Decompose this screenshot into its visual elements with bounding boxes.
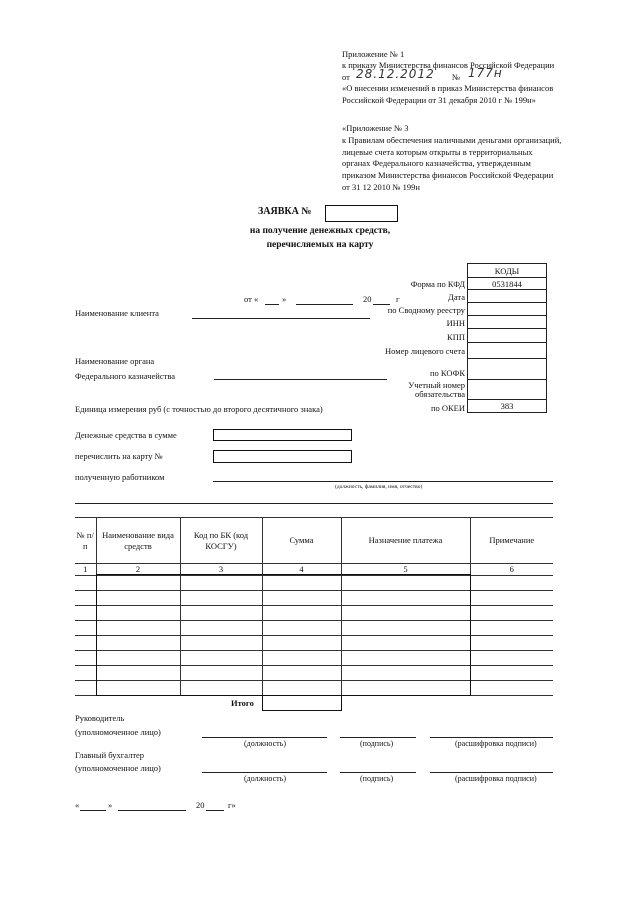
cell-purpose[interactable] <box>341 651 470 666</box>
year-prefix: 20 <box>363 294 372 304</box>
cell-fund-type[interactable] <box>96 666 180 681</box>
accountant-sublabel: (уполномоченное лицо) <box>75 763 161 773</box>
cell-bk-code[interactable] <box>180 591 262 606</box>
divider <box>75 503 553 504</box>
header-number: № п/п <box>75 518 96 564</box>
header-fund-type: Наименование вида средств <box>96 518 180 564</box>
cell-fund-type[interactable] <box>96 591 180 606</box>
organ-label: Наименование органа <box>75 356 155 366</box>
total-field[interactable] <box>262 695 342 711</box>
head-signature-field[interactable] <box>340 737 416 738</box>
appendix-1-line: № <box>452 72 461 82</box>
codes-table <box>467 263 547 413</box>
appendix-1-line: к приказу Министерства финансов Российской Федерации <box>342 60 555 70</box>
cell-bk-code[interactable] <box>180 681 262 696</box>
column-number: 6 <box>470 564 553 576</box>
cell-sum[interactable] <box>262 636 341 651</box>
appendix-3-line: к Правилам обеспечения наличными деньгами организаций, <box>342 135 562 145</box>
quote-mark: « <box>75 800 80 810</box>
head-position-field[interactable] <box>202 737 327 738</box>
code-label: по Сводному реестру <box>387 305 465 315</box>
acc-signature-field[interactable] <box>340 772 416 773</box>
footer-day-field[interactable] <box>80 810 106 811</box>
acc-position-field[interactable] <box>202 772 327 773</box>
cell-number[interactable] <box>75 651 96 666</box>
year-prefix: 20 <box>196 800 205 810</box>
year-suffix: г» <box>228 800 236 810</box>
form-title: ЗАЯВКА № <box>258 206 312 217</box>
cell-bk-code[interactable] <box>180 651 262 666</box>
code-kpp[interactable] <box>468 329 547 343</box>
column-number: 1 <box>75 564 96 576</box>
caption: (подпись) <box>360 774 394 783</box>
cell-number[interactable] <box>75 576 96 591</box>
code-label: по ОКЕИ <box>430 403 465 413</box>
caption: (подпись) <box>360 739 394 748</box>
appendix-3-line: лицевые счета которым открыты в территориальных <box>342 147 533 157</box>
cell-sum[interactable] <box>262 591 341 606</box>
organ-field[interactable] <box>214 379 387 380</box>
cell-bk-code[interactable] <box>180 666 262 681</box>
code-registry[interactable] <box>468 303 547 316</box>
form-subtitle: перечисляемых на карту <box>266 240 374 250</box>
cell-note[interactable] <box>470 591 553 606</box>
cell-purpose[interactable] <box>341 621 470 636</box>
payments-table <box>75 517 553 696</box>
header-purpose: Назначение платежа <box>341 518 470 564</box>
cell-fund-type[interactable] <box>96 681 180 696</box>
cell-note[interactable] <box>470 636 553 651</box>
caption: (расшифровка подписи) <box>455 739 537 748</box>
cell-number[interactable] <box>75 666 96 681</box>
footer-month-field[interactable] <box>118 810 186 811</box>
cell-bk-code[interactable] <box>180 576 262 591</box>
cell-sum[interactable] <box>262 666 341 681</box>
quote-mark: » <box>282 294 287 304</box>
column-number: 5 <box>341 564 470 576</box>
day-field[interactable] <box>265 304 279 305</box>
cell-note[interactable] <box>470 606 553 621</box>
appendix-1-line: от <box>342 72 350 82</box>
table-row <box>75 681 553 696</box>
cell-number[interactable] <box>75 621 96 636</box>
header-note: Примечание <box>470 518 553 564</box>
cell-fund-type[interactable] <box>96 576 180 591</box>
appendix-1-line: «О внесении изменений в приказ Министерства финансов <box>342 83 554 93</box>
appendix-3-line: «Приложение № 3 <box>342 123 409 133</box>
cell-sum[interactable] <box>262 621 341 636</box>
acc-decoding-field[interactable] <box>430 772 553 773</box>
code-label: Форма по КФД <box>410 279 465 289</box>
cell-purpose[interactable] <box>341 591 470 606</box>
table-row <box>75 606 553 621</box>
cell-note[interactable] <box>470 681 553 696</box>
code-obligation[interactable] <box>468 380 547 400</box>
accountant-label: Главный бухгалтер <box>75 750 145 760</box>
unit-label: Единица измерения руб (с точностью до второго десятичного знака) <box>75 404 323 414</box>
date-from-label: от « <box>244 294 259 304</box>
cell-fund-type[interactable] <box>96 636 180 651</box>
head-decoding-field[interactable] <box>430 737 553 738</box>
cell-purpose[interactable] <box>341 681 470 696</box>
table-row <box>75 591 553 606</box>
header-sum: Сумма <box>262 518 341 564</box>
total-label: Итого <box>231 698 254 708</box>
appendix-3-line: органах Федерального казначейства, утвержденным <box>342 158 531 168</box>
cell-number[interactable] <box>75 591 96 606</box>
column-number: 4 <box>262 564 341 576</box>
cell-fund-type[interactable] <box>96 651 180 666</box>
year-suffix: г <box>396 294 400 304</box>
cell-sum[interactable] <box>262 606 341 621</box>
code-okei[interactable]: 383 <box>468 400 547 413</box>
table-row <box>75 666 553 681</box>
code-label: Номер лицевого счета <box>385 346 465 356</box>
table-row <box>75 576 553 591</box>
handwritten-number: 177н <box>468 66 503 80</box>
organ-label: Федерального казначейства <box>75 371 176 381</box>
code-account[interactable] <box>468 343 547 359</box>
code-kfd[interactable]: 0531844 <box>468 278 547 290</box>
client-field[interactable] <box>192 318 370 319</box>
column-number: 3 <box>180 564 262 576</box>
cell-sum[interactable] <box>262 576 341 591</box>
cell-bk-code[interactable] <box>180 636 262 651</box>
header-bk-code: Код по БК (код КОСГУ) <box>180 518 262 564</box>
cell-number[interactable] <box>75 681 96 696</box>
caption: (должность) <box>244 739 286 748</box>
footer-year-field[interactable] <box>206 810 224 811</box>
head-label: Руководитель <box>75 713 125 723</box>
quote-mark: » <box>108 800 113 810</box>
code-label: обязательства <box>415 389 465 399</box>
table-row <box>75 636 553 651</box>
year-field[interactable] <box>373 304 390 305</box>
code-label: Дата <box>448 292 465 302</box>
handwritten-date: 28.12.2012 <box>356 67 435 81</box>
cell-note[interactable] <box>470 576 553 591</box>
appendix-1-line: Российской Федерации от 31 декабря 2010 г № 199н» <box>342 95 536 105</box>
code-label: КПП <box>447 332 465 342</box>
table-row <box>75 651 553 666</box>
caption: (должность) <box>244 774 286 783</box>
cell-number[interactable] <box>75 636 96 651</box>
sum-label: Денежные средства в сумме <box>75 430 177 440</box>
cell-sum[interactable] <box>262 681 341 696</box>
card-label: перечислить на карту № <box>75 451 163 461</box>
cell-note[interactable] <box>470 621 553 636</box>
code-label: по КОФК <box>429 368 465 378</box>
sum-field[interactable] <box>213 429 352 441</box>
cell-bk-code[interactable] <box>180 621 262 636</box>
cell-fund-type[interactable] <box>96 621 180 636</box>
code-label: ИНН <box>446 318 465 328</box>
column-number: 2 <box>96 564 180 576</box>
cell-bk-code[interactable] <box>180 606 262 621</box>
code-date[interactable] <box>468 290 547 303</box>
worker-caption: (должность, фамилия, имя, отчество) <box>335 484 423 490</box>
caption: (расшифровка подписи) <box>455 774 537 783</box>
cell-purpose[interactable] <box>341 606 470 621</box>
code-inn[interactable] <box>468 316 547 329</box>
worker-label: полученную работником <box>75 472 165 482</box>
codes-header: КОДЫ <box>468 264 547 278</box>
cell-number[interactable] <box>75 606 96 621</box>
request-number-field[interactable] <box>325 205 398 222</box>
cell-fund-type[interactable] <box>96 606 180 621</box>
code-label: Учетный номер <box>408 380 465 390</box>
cell-purpose[interactable] <box>341 666 470 681</box>
month-field[interactable] <box>296 304 353 305</box>
form-subtitle: на получение денежных средств, <box>249 226 391 236</box>
appendix-3-line: от 31 12 2010 № 199н <box>342 182 420 192</box>
cell-note[interactable] <box>470 666 553 681</box>
cell-note[interactable] <box>470 651 553 666</box>
client-label: Наименование клиента <box>75 308 159 318</box>
cell-purpose[interactable] <box>341 636 470 651</box>
cell-purpose[interactable] <box>341 576 470 591</box>
card-number-field[interactable] <box>213 450 352 463</box>
appendix-3-line: приказом Министерства финансов Российской Федерации <box>342 170 554 180</box>
worker-field[interactable] <box>213 481 553 482</box>
code-kofk[interactable] <box>468 359 547 380</box>
appendix-1-line: Приложение № 1 <box>342 49 405 59</box>
cell-sum[interactable] <box>262 651 341 666</box>
table-row <box>75 621 553 636</box>
head-sublabel: (уполномоченное лицо) <box>75 727 161 737</box>
